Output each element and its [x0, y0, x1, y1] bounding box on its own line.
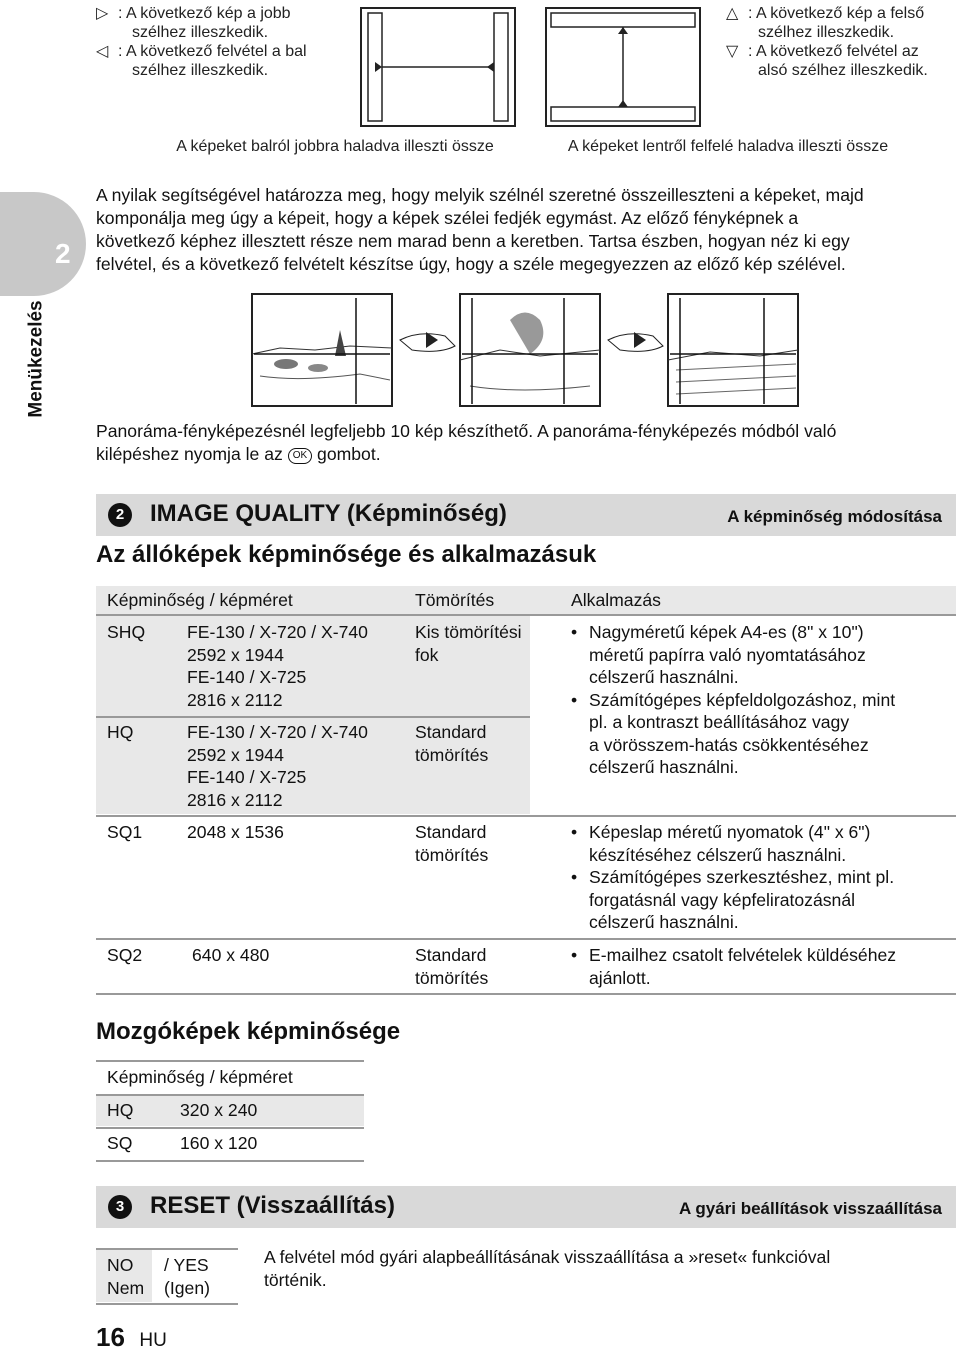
table-row-sq2-size: 640 x 480 — [192, 945, 270, 965]
left-to-right-diagram — [360, 7, 516, 127]
section-title: IMAGE QUALITY (Képminőség) — [150, 500, 507, 527]
table-row-sq2-comp: Standard tömörítés — [415, 945, 489, 988]
table-row-shq-comp: Kis tömörítési fok — [415, 622, 522, 665]
movie-quality-heading: Mozgóképek képminősége — [96, 1018, 401, 1045]
panorama-illustration — [240, 290, 800, 414]
panorama-note: Panoráma-fényképezésnél legfeljebb 10 kép készíthető. A panoráma-fényképezés módból való kilépéshez nyomja le az OK gombot. — [96, 421, 837, 464]
reset-option-no: NO — [107, 1255, 134, 1275]
bottom-to-top-diagram — [545, 7, 701, 127]
section-subtitle-right: A képminőség módosítása — [727, 507, 942, 526]
sq1-usage-list — [571, 821, 894, 934]
chapter-tab-label: Menükezelés — [25, 300, 47, 418]
reset-option-yes-hu: (Igen) — [164, 1278, 210, 1298]
section-number-badge: 2 — [108, 503, 132, 527]
list-item: • Képeslap méretű nyomatok (4" x 6") készítéséhez célszerű használni. — [571, 821, 894, 866]
table-row-shq-code: SHQ — [107, 622, 146, 642]
caption-left-to-right: A képeket balról jobbra haladva illeszti össze — [176, 138, 494, 155]
ok-button-icon: OK — [288, 448, 312, 464]
table-row-sq1-comp: Standard tömörítés — [415, 822, 489, 865]
table-row-hq-comp: Standard tömörítés — [415, 722, 489, 765]
table-row-sq1-size: 2048 x 1536 — [187, 822, 284, 842]
list-item: • Nagyméretű képek A4-es (8" x 10") méretű papírra való nyomtatásához célszerű használni. — [571, 621, 895, 689]
reset-option-no-hu: Nem — [107, 1278, 145, 1298]
triangle-right-icon: ▷ — [96, 5, 109, 22]
list-item: • Számítógépes képfeldolgozáshoz, mint pl. a kontraszt beállításához vagy a vörösszem-hatás csökkentéséhez célszerű használni. — [571, 689, 895, 779]
table-row-hq-size: FE-130 / X-720 / X-740 2592 x 1944 FE-140 / X-725 2816 x 2112 — [187, 722, 368, 810]
table-row-sq-size: 160 x 120 — [180, 1133, 258, 1153]
chapter-tab-number: 2 — [55, 238, 71, 269]
triangle-left-icon: ◁ — [96, 43, 109, 60]
table-row-shq-size: FE-130 / X-720 / X-740 2592 x 1944 FE-140 / X-725 2816 x 2112 — [187, 622, 368, 710]
list-item: • E-mailhez csatolt felvételek küldéséhez ajánlott. — [571, 944, 896, 989]
table-row-sq1-code: SQ1 — [107, 822, 143, 842]
sq2-usage-list — [571, 944, 896, 989]
caption-bottom-to-top: A képeket lentről felfelé haladva illeszti össze — [567, 138, 889, 155]
section-number-badge: 3 — [108, 1195, 132, 1219]
page-number: 16 HU — [96, 1322, 167, 1352]
legend-right: △ : A következő kép a felső szélhez illeszkedik. ▽ : A következő felvétel az alsó szélhez illeszkedik. — [726, 5, 928, 79]
legend-left: ▷ : A következő kép a jobb szélhez illeszkedik. ◁ : A következő felvétel a bal szélhez illeszkedik. — [96, 5, 307, 79]
reset-option-yes: / YES — [164, 1255, 209, 1275]
intro-paragraph: A nyilak segítségével határozza meg, hogy melyik szélnél szeretné összeilleszteni a képeket, majd komponálja meg úgy a képeit, hogy a képek szélei fedjék egymást. Az előző fényképnek a következő képhez illesztett része nem marad benn a keretben. Tartsa észben, hogyan néz ki egy felvétel, és a következő felvételt készítse úgy, hogy a széle megegyezzen az előző kép szélével. — [96, 185, 864, 274]
section-image-quality-bar — [96, 494, 956, 536]
table-row-hq-code: HQ — [107, 722, 134, 742]
still-quality-heading: Az állóképek képminősége és alkalmazásuk — [96, 541, 597, 568]
table-row-sq-code: SQ — [107, 1133, 133, 1153]
table-row-sq2-code: SQ2 — [107, 945, 143, 965]
section-title: RESET (Visszaállítás) — [150, 1192, 395, 1219]
triangle-down-icon: ▽ — [726, 43, 739, 60]
section-reset-bar — [96, 1186, 956, 1228]
reset-description: A felvétel mód gyári alapbeállításának visszaállítása a »reset« funkcióval történik. — [264, 1247, 831, 1290]
section-subtitle-right: A gyári beállítások visszaállítása — [678, 1199, 942, 1218]
table-row-hq-code: HQ — [107, 1100, 134, 1120]
table-row-hq-size: 320 x 240 — [180, 1100, 258, 1120]
list-item: • Számítógépes szerkesztéshez, mint pl. forgatásnál vagy képfeliratozásnál célszerű használni. — [571, 866, 894, 934]
shq-hq-usage-list — [571, 621, 895, 779]
triangle-up-icon: △ — [726, 5, 739, 22]
chapter-tab — [0, 192, 86, 296]
